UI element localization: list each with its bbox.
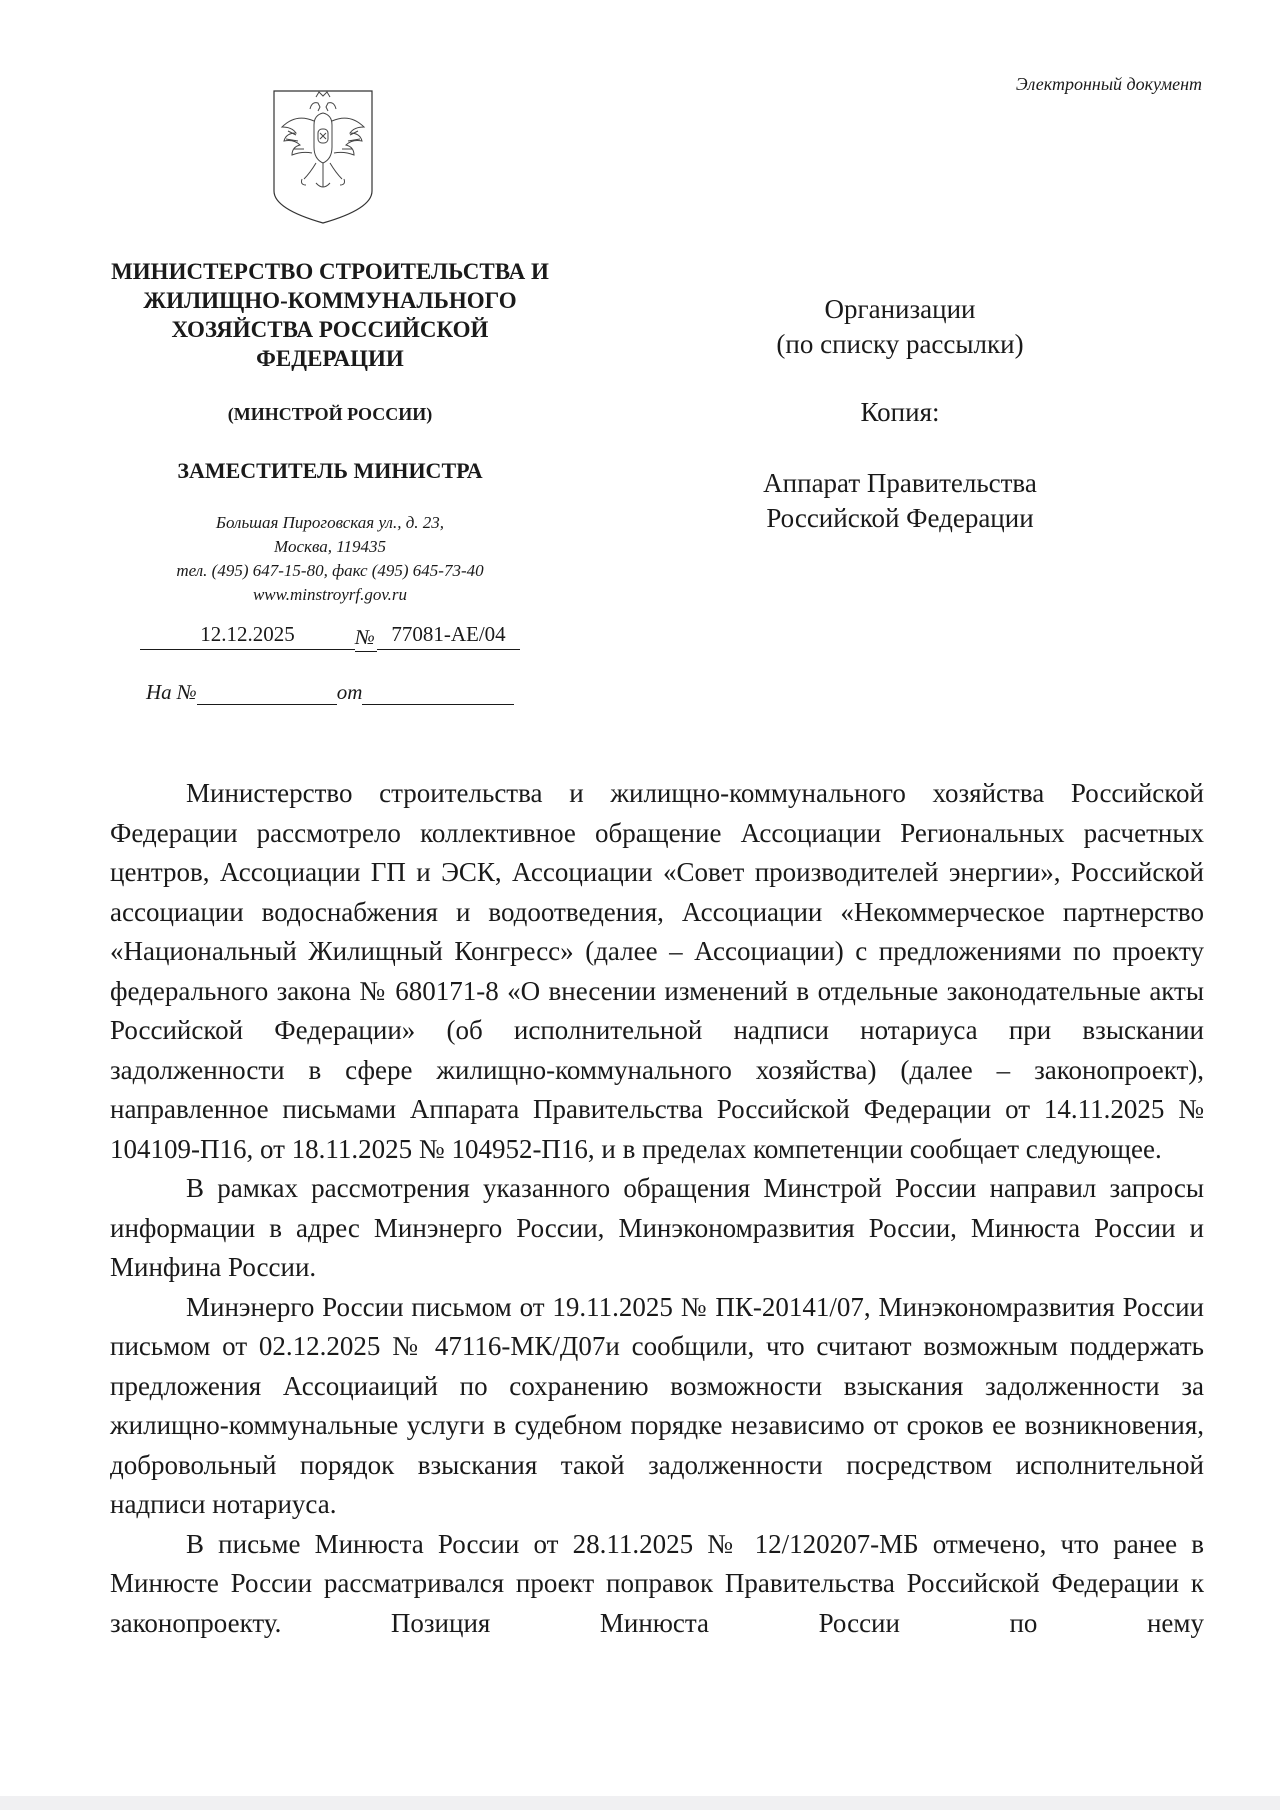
address-website: www.minstroyrf.gov.ru — [252, 585, 408, 604]
address-phone-fax: тел. (495) 647-15-80, факс (495) 645-73-40 — [176, 561, 484, 580]
primary-recipient-line2: (по списку рассылки) — [776, 329, 1024, 359]
reply-date-blank — [362, 684, 514, 705]
registration-number-sign: № — [355, 625, 377, 652]
ministry-abbreviation: (МИНСТРОЙ РОССИИ) — [227, 404, 433, 424]
page-bottom-edge — [0, 1796, 1280, 1810]
coat-of-arms-emblem-icon — [266, 87, 380, 227]
body-paragraph: В письме Минюста России от 28.11.2025 № 12/120207-МБ отмечено, что ранее в Минюсте России рассматривался проект поправок Правительства Российской Федерации к законопроекту. Позиция Минюста России по нему — [110, 1528, 1204, 1638]
registration-date: 12.12.2025 — [140, 622, 355, 650]
copy-recipient — [690, 466, 1110, 536]
primary-recipient-line1: Организации — [824, 294, 976, 324]
reply-number-blank — [197, 684, 337, 705]
address-city: Москва, 119435 — [274, 537, 386, 556]
copy-recipient-line1: Аппарат Правительства — [763, 468, 1037, 498]
ministry-name: МИНИСТЕРСТВО СТРОИТЕЛЬСТВА И ЖИЛИЩНО-КОММУНАЛЬНОГО ХОЗЯЙСТВА РОССИЙСКОЙ ФЕДЕРАЦИИ — [111, 259, 549, 371]
reply-from-label: от — [336, 680, 363, 704]
letter-body — [110, 774, 1204, 1643]
signer-title: ЗАМЕСТИТЕЛЬ МИНИСТРА — [177, 458, 483, 483]
electronic-document-label: Электронный документ — [1015, 74, 1202, 94]
address-street: Большая Пироговская ул., д. 23, — [215, 513, 445, 532]
body-paragraph: Минэнерго России письмом от 19.11.2025 № ПК-20141/07, Минэкономразвития России письмом от 02.12.2025 № 47116-МК/Д07и сообщили, что считают возможным поддержать предложения Ассоциаиций по сохранению возможности взыскания задолженности за жилищно-коммунальные услуги в судебном порядке независимо от сроков ее возникновения, добровольный порядок взыскания такой задолженности посредством исполнительной надписи нотариуса. — [110, 1291, 1204, 1519]
body-paragraph: В рамках рассмотрения указанного обращения Минстрой России направил запросы информации в адрес Минэнерго России, Минэкономразвития России, Минюста России и Минфина России. — [110, 1173, 1204, 1282]
body-paragraph: Министерство строительства и жилищно-коммунального хозяйства Российской Федерации рассмотрело коллективное обращение Ассоциации Региональных расчетных центров, Ассоциации ГП и ЭСК, Ассоциации «Совет производителей энергии», Российской ассоциации водоснабжения и водоотведения, Ассоциации «Некоммерческое партнерство «Национальный Жилищный Конгресс» (далее – Ассоциации) с предложениями по проекту федерального закона № 680171-8 «О внесении изменений в отдельные законодательные акты Российской Федерации» (об исполнительной надписи нотариуса при взыскании задолженности в сфере жилищно-коммунального хозяйства) (далее – законопроект), направленное письмами Аппарата Правительства Российской Федерации от 14.11.2025 № 104109-П16, от 18.11.2025 № 104952-П16, и в пределах компетенции сообщает следующее. — [110, 778, 1204, 1164]
reply-reference-line — [146, 680, 514, 705]
registration-number: 77081-АЕ/04 — [377, 622, 520, 650]
registration-line — [140, 622, 520, 652]
ministry-address — [110, 511, 550, 607]
reply-prefix: На № — [146, 680, 197, 704]
copy-label: Копия: — [860, 397, 940, 427]
copy-recipient-line2: Российской Федерации — [766, 503, 1034, 533]
primary-recipient — [690, 292, 1110, 362]
